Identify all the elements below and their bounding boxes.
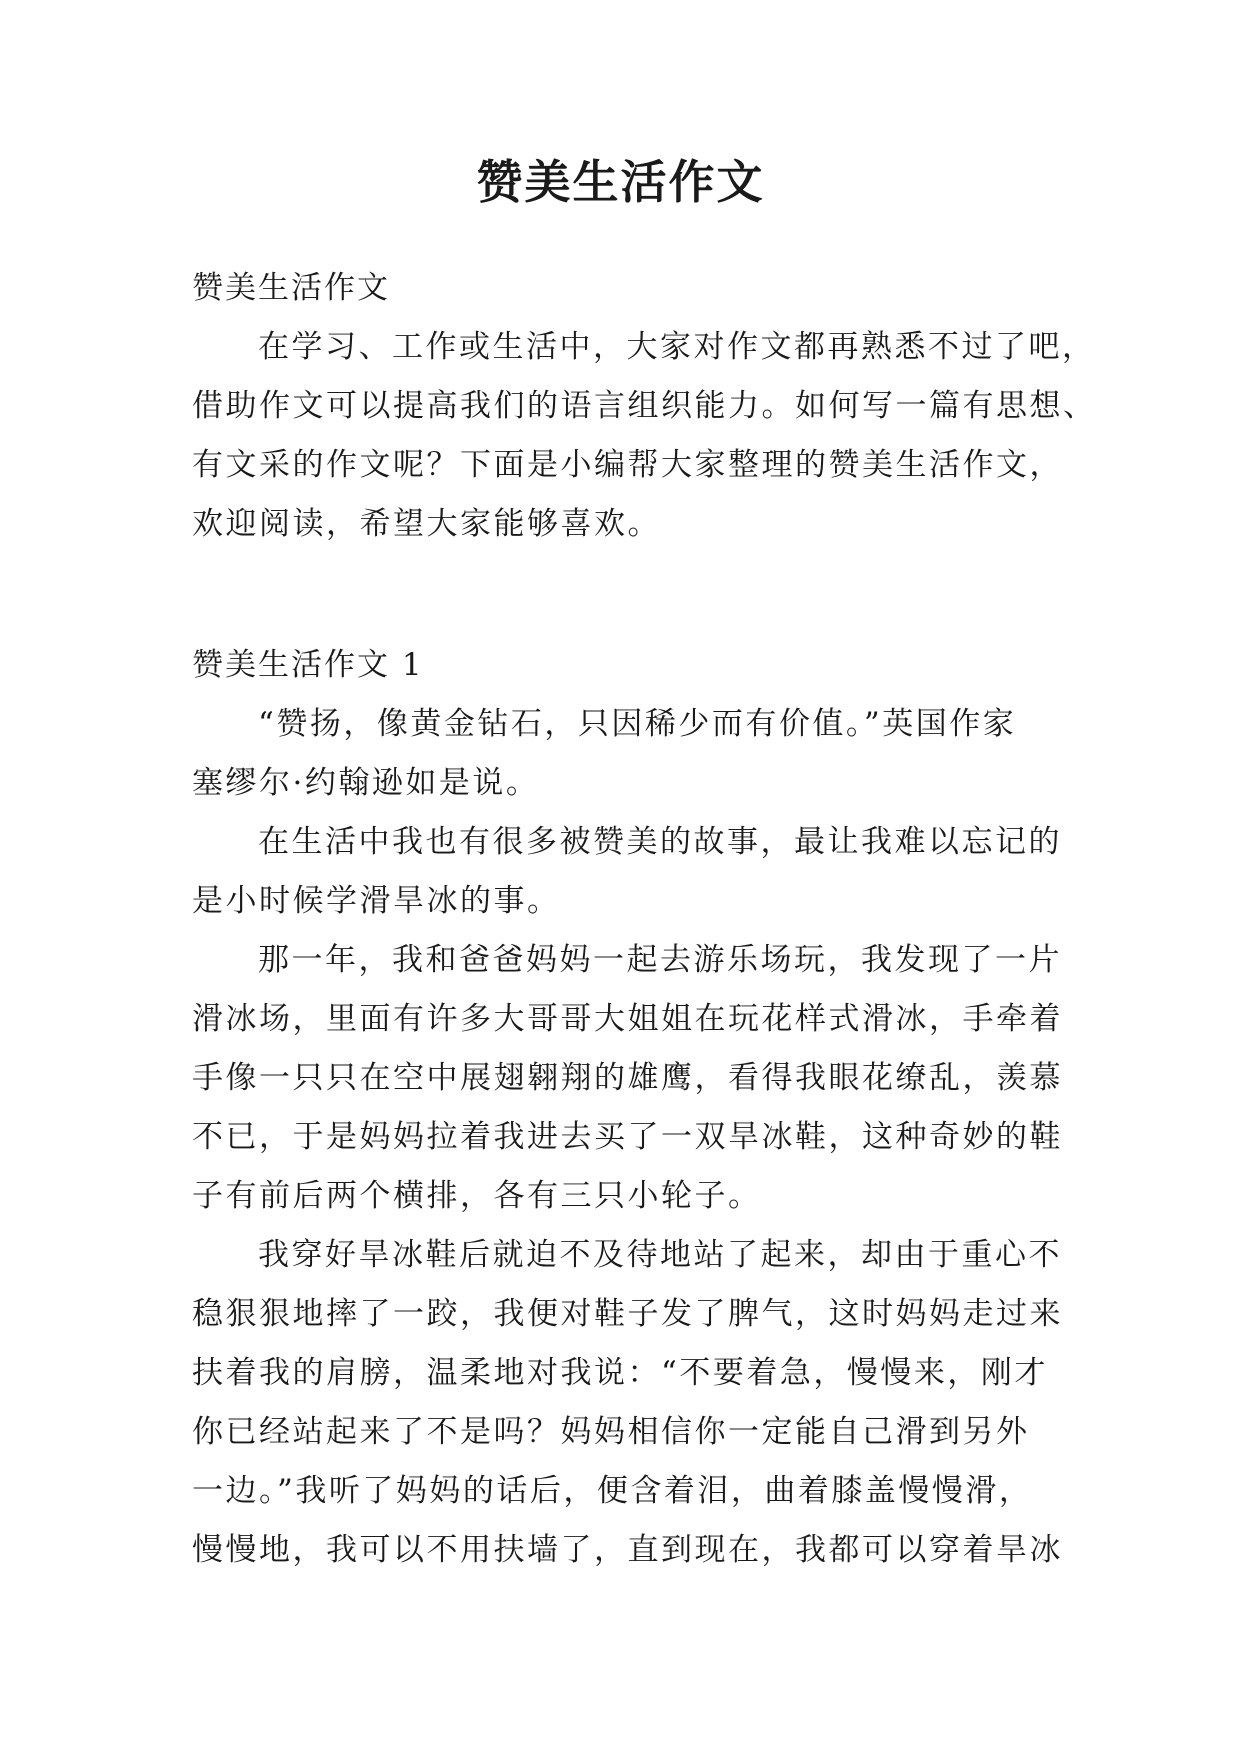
section-heading: 赞美生活作文 1: [192, 647, 424, 683]
paragraph-line: 我穿好旱冰鞋后就迫不及待地站了起来，却由于重心不: [258, 1237, 1062, 1273]
paragraph-line: 那一年，我和爸爸妈妈一起去游乐场玩，我发现了一片: [258, 942, 1062, 978]
paragraph-line: 慢慢地，我可以不用扶墙了，直到现在，我都可以穿着旱冰: [192, 1532, 1063, 1568]
paragraph-line: 不已，于是妈妈拉着我进去买了一双旱冰鞋，这种奇妙的鞋: [192, 1119, 1063, 1155]
paragraph-line: 是小时候学滑旱冰的事。: [192, 883, 561, 919]
section-block: [192, 636, 1063, 1580]
paragraph-line: 滑冰场，里面有许多大哥哥大姐姐在玩花样式滑冰，手牵着: [192, 1001, 1063, 1037]
paragraph-line: “赞扬，像黄金钻石，只因稀少而有价值。”英国作家: [258, 706, 1017, 742]
intro-line: 在学习、工作或生活中，大家对作文都再熟悉不过了吧，: [258, 329, 1096, 365]
intro-heading: 赞美生活作文: [192, 270, 390, 306]
paragraph-line: 塞缪尔·约翰逊如是说。: [192, 765, 540, 801]
paragraph-line: 在生活中我也有很多被赞美的故事，最让我难以忘记的: [258, 824, 1062, 860]
paragraph-line: 扶着我的肩膀，温柔地对我说：“不要着急，慢慢来，刚才: [192, 1355, 1048, 1391]
paragraph-line: 你已经站起来了不是吗？妈妈相信你一定能自己滑到另外: [192, 1414, 1030, 1450]
paragraph-line: 子有前后两个横排，各有三只小轮子。: [192, 1178, 762, 1214]
paragraph-line: 手像一只只在空中展翅翱翔的雄鹰，看得我眼花缭乱，羡慕: [192, 1060, 1063, 1096]
paragraph-line: 一边。”我听了妈妈的话后，便含着泪，曲着膝盖慢慢滑，: [192, 1473, 1033, 1509]
intro-block: [192, 259, 1097, 554]
intro-line: 欢迎阅读，希望大家能够喜欢。: [192, 506, 661, 542]
paragraph-line: 稳狠狠地摔了一跤，我便对鞋子发了脾气，这时妈妈走过来: [192, 1296, 1063, 1332]
intro-line: 借助作文可以提高我们的语言组织能力。如何写一篇有思想、: [192, 388, 1097, 424]
intro-line: 有文采的作文呢？下面是小编帮大家整理的赞美生活作文，: [192, 447, 1063, 483]
document-title: 赞美生活作文: [476, 155, 765, 209]
